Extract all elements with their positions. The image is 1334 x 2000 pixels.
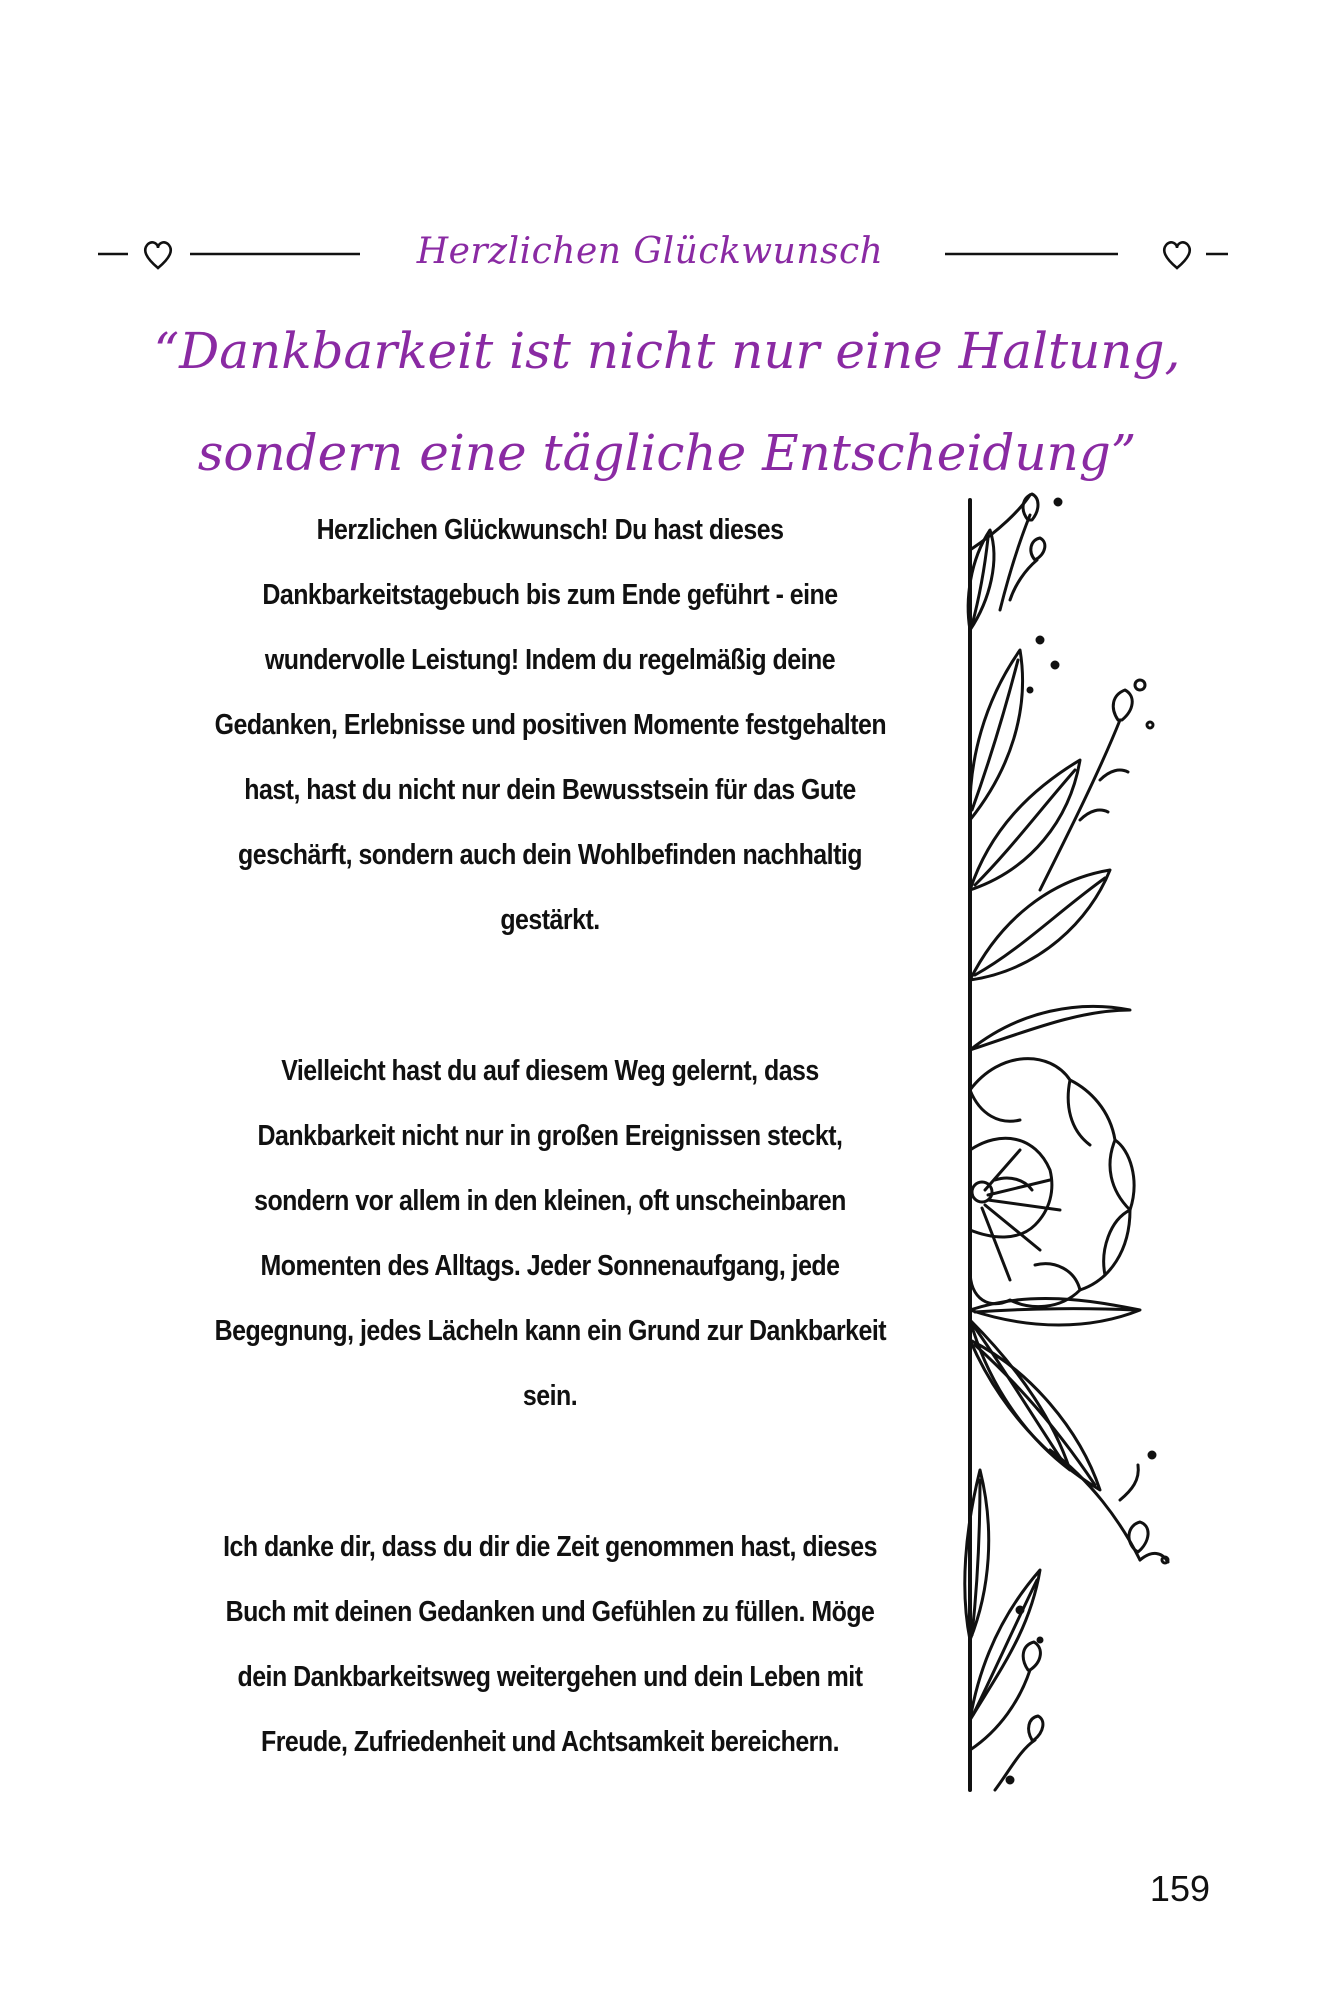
text-line: Begegnung, jedes Lächeln kann ein Grund zur Dankbarkeit [214, 1315, 887, 1347]
quote [150, 300, 1184, 504]
text-line: Gedanken, Erlebnisse und positiven Momente festgehalten [214, 709, 887, 741]
floral-border-icon [940, 490, 1190, 1800]
text-line: dein Dankbarkeitsweg weitergehen und dein Leben mit [237, 1661, 863, 1693]
text-line: Vielleicht hast du auf diesem Weg gelernt, dass [281, 1055, 819, 1087]
text-line: geschärft, sondern auch dein Wohlbefinden nachhaltig [238, 839, 862, 871]
text-line: Herzlichen Glückwunsch! Du hast dieses [316, 514, 784, 546]
paragraph-1 [215, 498, 886, 953]
text-line: sondern vor allem in den kleinen, oft unscheinbaren [254, 1185, 846, 1217]
paragraph-gap [215, 953, 886, 1039]
paragraph-2 [215, 1039, 886, 1429]
header-divider [0, 232, 1334, 272]
text-line: Momenten des Alltags. Jeder Sonnenaufgang, jede [260, 1250, 840, 1282]
heart-icon [1164, 242, 1190, 268]
quote-line-2: sondern eine tägliche Entscheidung” [197, 424, 1137, 482]
text-line: Freude, Zufriedenheit und Achtsamkeit bereichern. [260, 1726, 840, 1758]
paragraph-gap [215, 1429, 886, 1515]
text-line: gestärkt. [500, 904, 600, 936]
paragraph-3 [215, 1515, 886, 1775]
quote-line-1: “Dankbarkeit ist nicht nur eine Haltung, [153, 322, 1181, 380]
header-title: Herzlichen Glückwunsch [416, 231, 884, 272]
text-line: wundervolle Leistung! Indem du regelmäßig deine [264, 644, 836, 676]
heart-icon [145, 242, 171, 268]
text-line: sein. [522, 1380, 578, 1412]
text-line: Dankbarkeitstagebuch bis zum Ende geführt - eine [262, 579, 838, 611]
page-number: 159 [1149, 1868, 1210, 1909]
text-line: hast, hast du nicht nur dein Bewusstsein für das Gute [244, 774, 856, 806]
text-line: Ich danke dir, dass du dir die Zeit genommen hast, dieses [223, 1531, 877, 1563]
text-line: Dankbarkeit nicht nur in großen Ereignissen steckt, [257, 1120, 843, 1152]
body-text [215, 498, 886, 1775]
text-line: Buch mit deinen Gedanken und Gefühlen zu füllen. Möge [225, 1596, 875, 1628]
